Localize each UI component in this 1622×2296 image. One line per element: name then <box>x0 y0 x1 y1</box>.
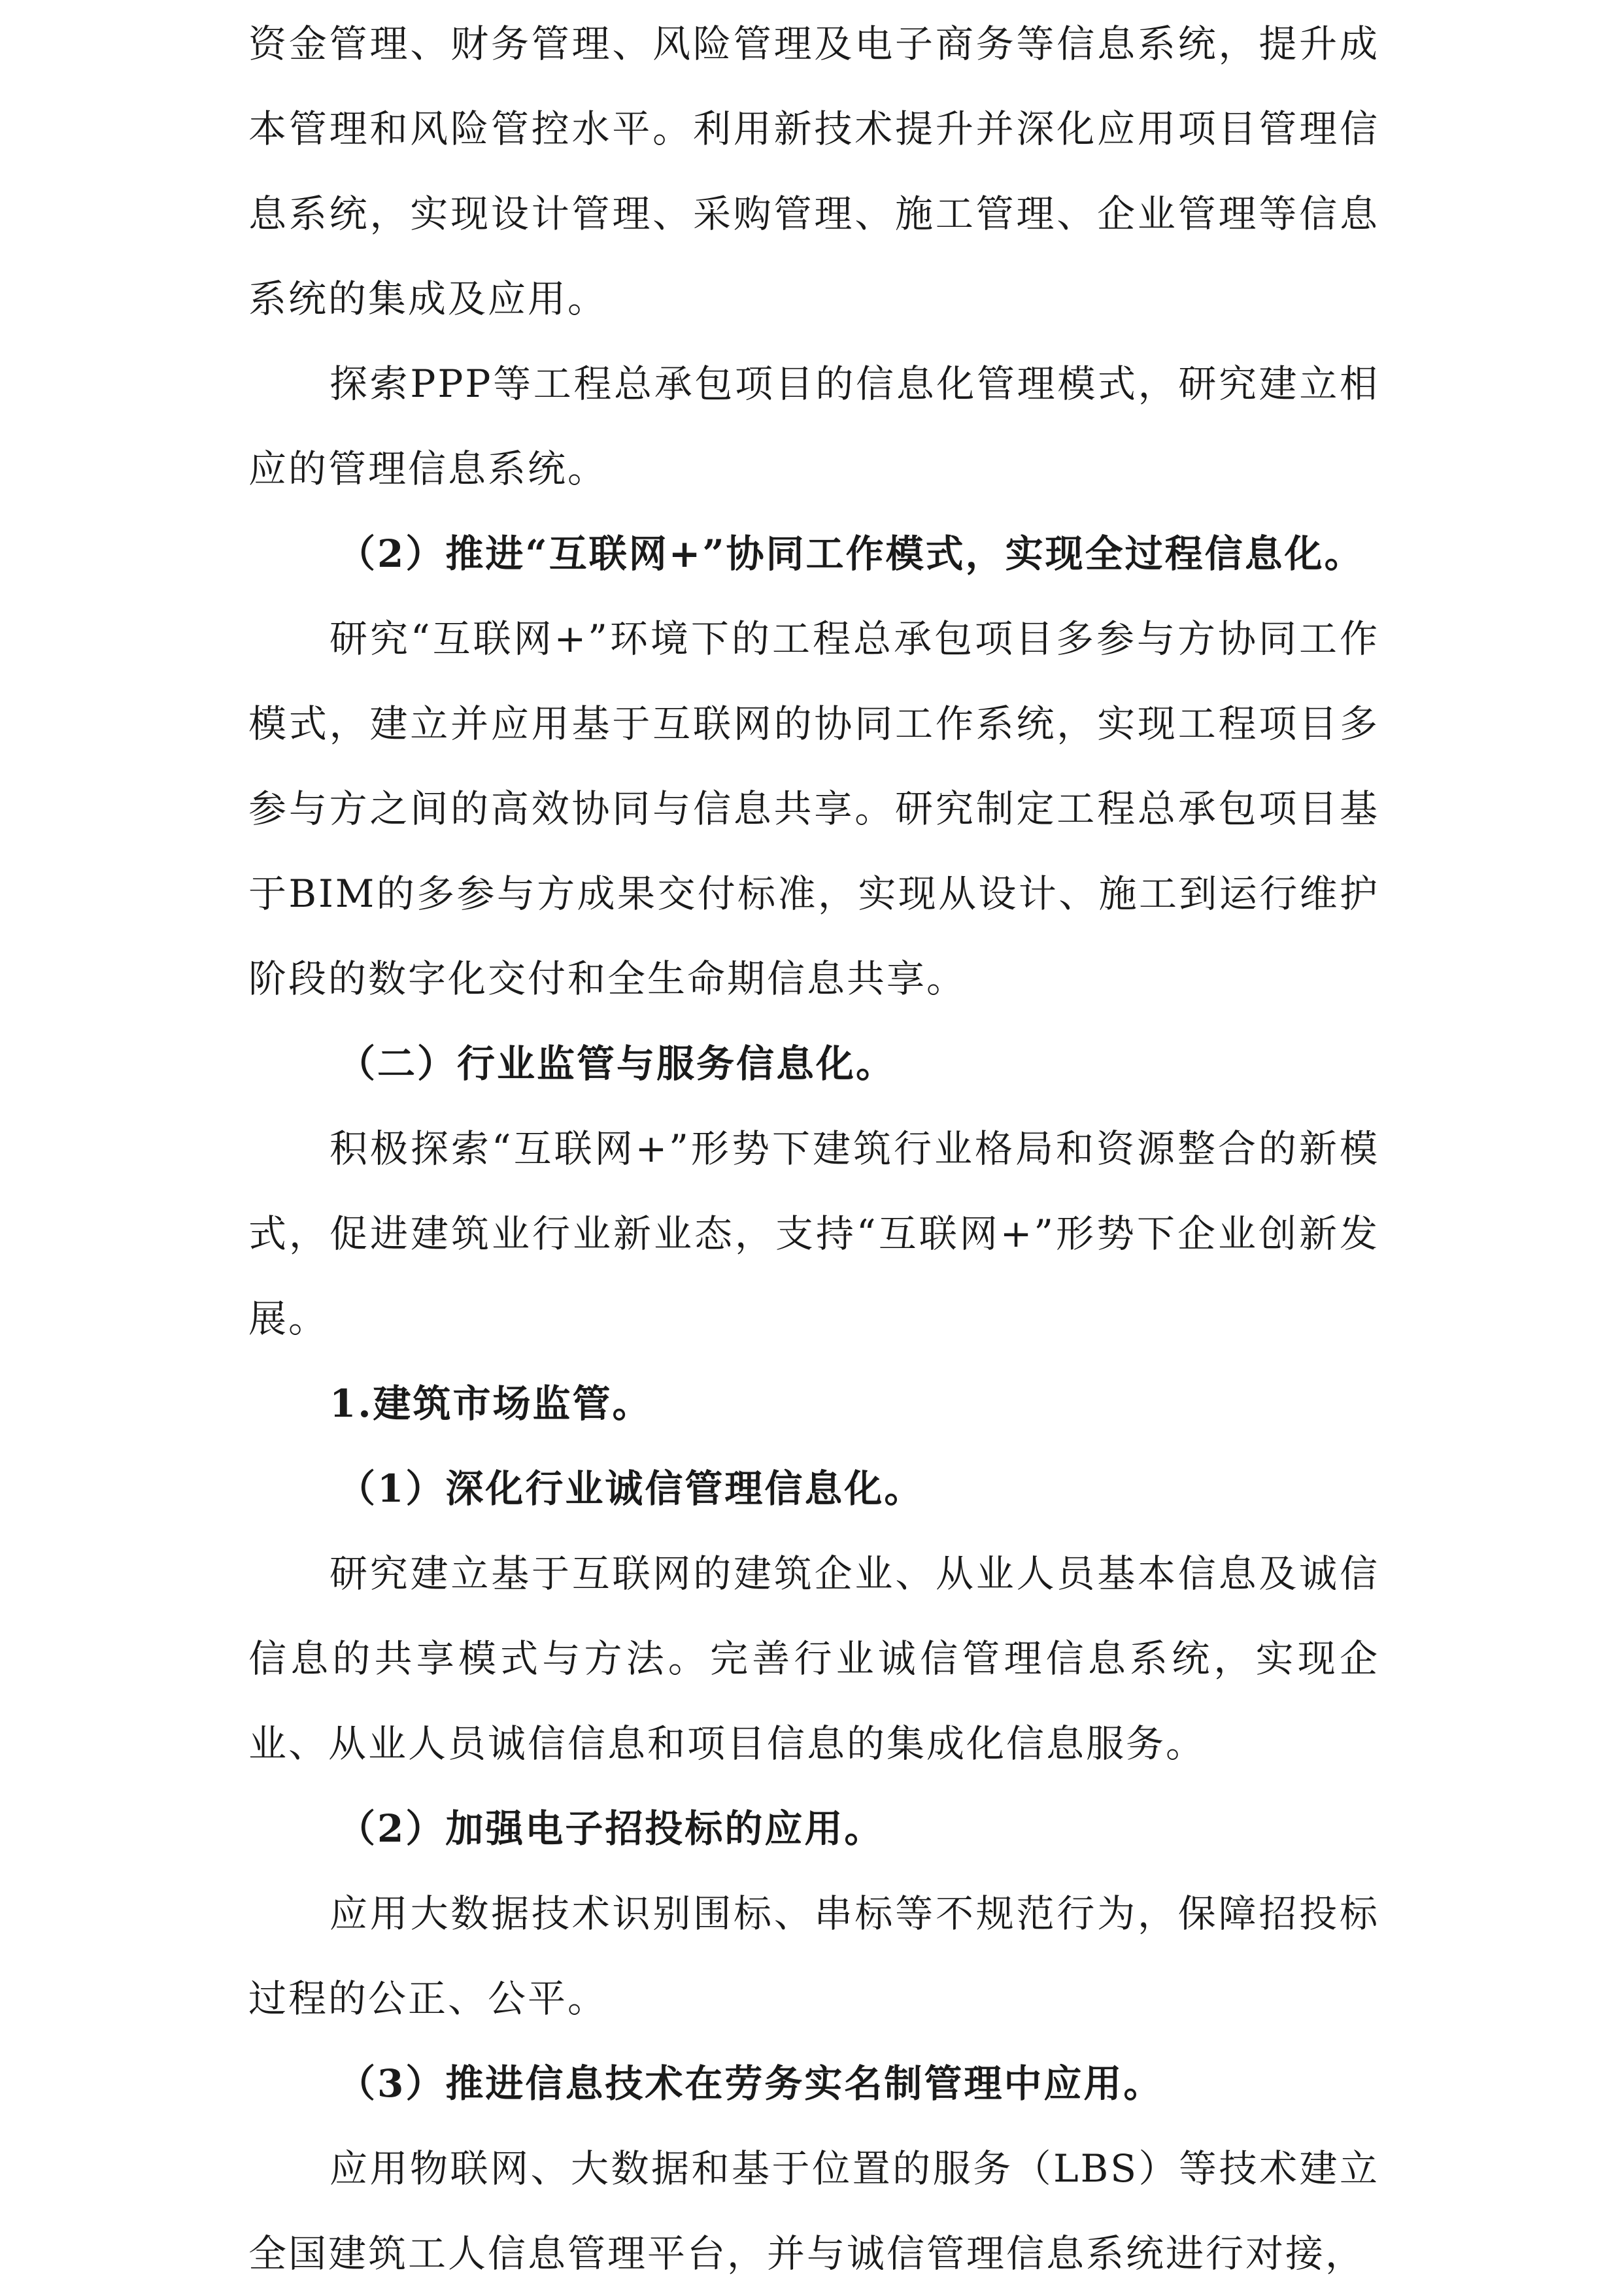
paragraph-big-data-bidding: 应用大数据技术识别围标、串标等不规范行为，保障招投标过程的公正、公平。 <box>248 1891 1379 2021</box>
heading-industry-supervision: （二）行业监管与服务信息化。 <box>337 1041 896 1086</box>
paragraph-ppp-mode: 探索PPP等工程总承包项目的信息化管理模式，研究建立相应的管理信息系统。 <box>248 362 1379 491</box>
paragraph-collaboration-research: 研究“互联网+”环境下的工程总承包项目多参与方协同工作模式，建立并应用基于互联网的协同工作系统，实现工程项目多参与方之间的高效协同与信息共享。研究制定工程总承包项目基于BIM的多参与方成果交付标准，实现从设计、施工到运行维护阶段的数字化交付和全生命期信息共享。 <box>248 616 1379 1001</box>
heading-labor-real-name: （3）推进信息技术在劳务实名制管理中应用。 <box>337 2061 1164 2106</box>
heading-e-bidding: （2）加强电子招投标的应用。 <box>337 1806 885 1851</box>
heading-market-supervision: 1.建筑市场监管。 <box>329 1381 652 1426</box>
paragraph-worker-platform: 应用物联网、大数据和基于位置的服务（LBS）等技术建立全国建筑工人信息管理平台，并与诚信管理信息系统进行对接， <box>248 2146 1379 2276</box>
heading-internet-plus-collaboration: （2）推进“互联网+”协同工作模式，实现全过程信息化。 <box>337 532 1364 576</box>
paragraph-credit-system: 研究建立基于互联网的建筑企业、从业人员基本信息及诚信信息的共享模式与方法。完善行业诚信管理信息系统，实现企业、从业人员诚信信息和项目信息的集成化信息服务。 <box>248 1551 1379 1766</box>
document-page <box>248 0 1379 2296</box>
heading-credit-management: （1）深化行业诚信管理信息化。 <box>337 1466 924 1511</box>
paragraph-system-integration: 资金管理、财务管理、风险管理及电子商务等信息系统，提升成本管理和风险管控水平。利用新技术提升并深化应用项目管理信息系统，实现设计管理、采购管理、施工管理、企业管理等信息系统的集成及应用。 <box>248 22 1379 321</box>
paragraph-new-mode: 积极探索“互联网+”形势下建筑行业格局和资源整合的新模式，促进建筑业行业新业态，支持“互联网+”形势下企业创新发展。 <box>248 1126 1379 1341</box>
